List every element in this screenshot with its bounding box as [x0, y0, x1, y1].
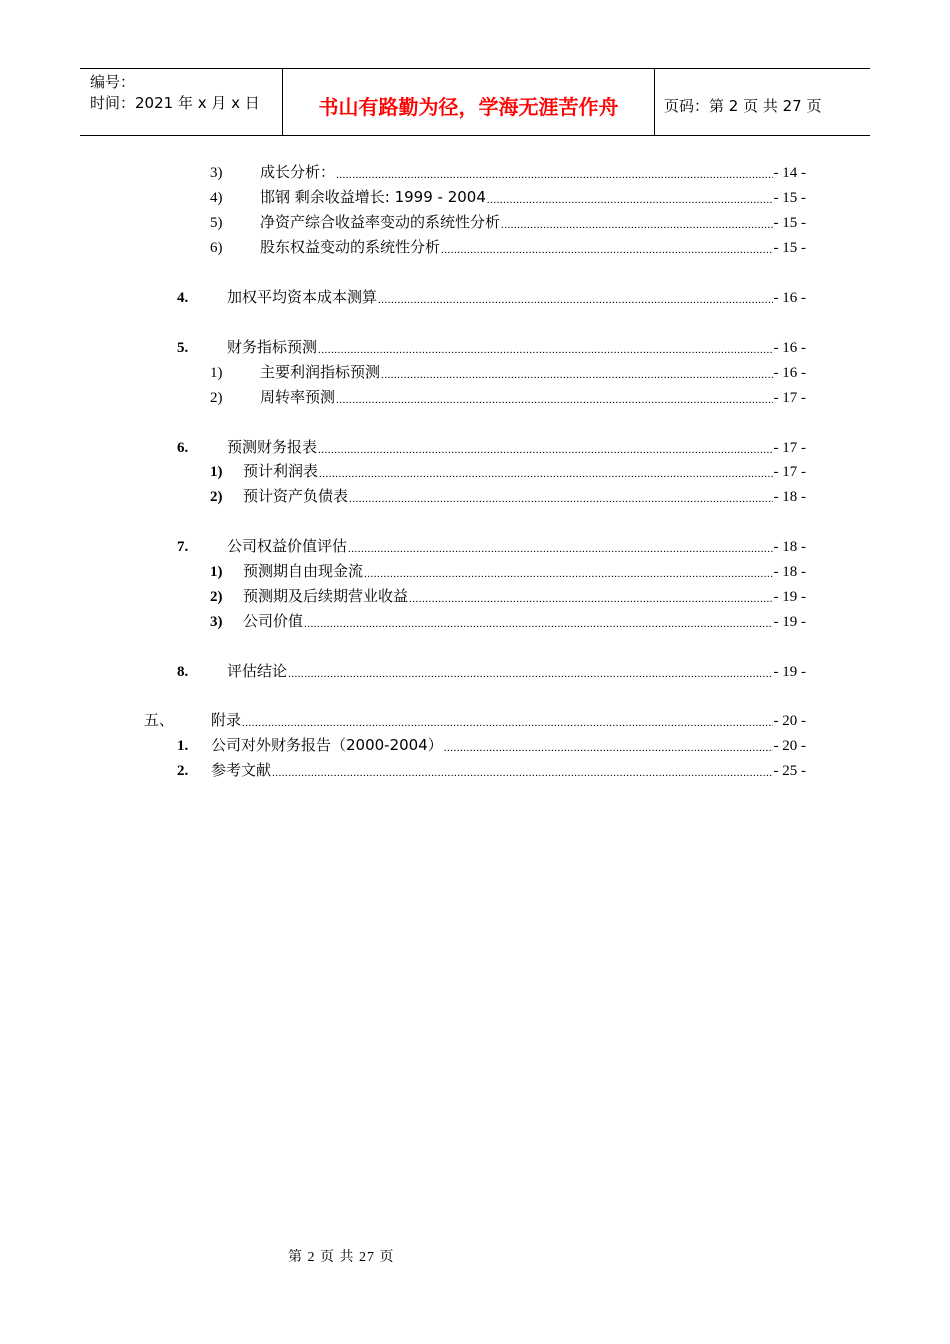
toc-entry[interactable]	[177, 285, 806, 307]
header-motto: 书山有路勤为径，学海无涯苦作舟	[282, 69, 655, 135]
toc-entry[interactable]	[210, 385, 806, 407]
toc-entry[interactable]	[210, 160, 806, 182]
toc-entry-number: 1)	[210, 365, 223, 381]
toc-entry-page: - 16 -	[773, 290, 806, 306]
toc-entry-title: 预测财务报表	[227, 438, 318, 456]
toc-entry-title: 邯钢 剩余收益增长: 1999 - 2004	[260, 188, 486, 206]
toc-entry-title: 公司对外财务报告（2000-2004）	[211, 736, 443, 754]
toc-entry-page: - 14 -	[773, 165, 806, 181]
toc-entry-page: - 19 -	[773, 614, 806, 630]
toc-entry-number: 1.	[177, 738, 189, 754]
toc-entry-number: 3)	[210, 614, 223, 630]
toc-entry-title: 净资产综合收益率变动的系统性分析	[260, 213, 501, 231]
toc-entry-number: 5)	[210, 215, 223, 231]
toc-dot-leader	[364, 567, 772, 581]
toc-entry-page: - 15 -	[773, 215, 806, 231]
toc-entry[interactable]	[177, 335, 806, 357]
toc-entry-number: 4)	[210, 190, 223, 206]
toc-entry-title: 预计资产负债表	[243, 487, 349, 505]
toc-entry[interactable]	[144, 708, 806, 730]
toc-entry-number: 8.	[177, 664, 189, 680]
toc-entry[interactable]	[177, 435, 806, 457]
toc-dot-leader	[378, 293, 772, 307]
header-page-info: 页码：第 2 页 共 27 页	[664, 96, 822, 115]
toc-dot-leader	[501, 218, 772, 232]
toc-entry-page: - 19 -	[773, 664, 806, 680]
toc-entry-number: 2.	[177, 763, 189, 779]
toc-entry-number: 2)	[210, 390, 223, 406]
toc-entry-number: 3)	[210, 165, 223, 181]
toc-entry-number: 6)	[210, 240, 223, 256]
toc-entry-title: 预测期及后续期营业收益	[243, 587, 409, 605]
toc-entry-page: - 16 -	[773, 340, 806, 356]
toc-entry-page: - 17 -	[773, 390, 806, 406]
toc-entry-title: 主要利润指标预测	[260, 363, 381, 381]
toc-entry[interactable]	[210, 459, 806, 481]
toc-entry[interactable]	[210, 484, 806, 506]
toc-dot-leader	[381, 368, 772, 382]
toc-entry-page: - 18 -	[773, 489, 806, 505]
toc-entry-page: - 15 -	[773, 190, 806, 206]
toc-entry[interactable]	[177, 659, 806, 681]
toc-entry-number: 4.	[177, 290, 189, 306]
toc-entry[interactable]	[177, 758, 806, 780]
toc-entry-title: 加权平均资本成本测算	[227, 288, 378, 306]
toc-dot-leader	[441, 243, 772, 257]
toc-entry[interactable]	[177, 733, 806, 755]
toc-dot-leader	[318, 443, 772, 457]
toc-entry[interactable]	[210, 360, 806, 382]
toc-entry-title: 财务指标预测	[227, 338, 318, 356]
toc-dot-leader	[319, 467, 772, 481]
toc-entry-page: - 16 -	[773, 365, 806, 381]
toc-dot-leader	[487, 193, 773, 207]
toc-entry-page: - 20 -	[773, 738, 806, 754]
toc-entry-number: 7.	[177, 539, 189, 555]
header-number-label: 编号：	[90, 73, 136, 91]
toc-entry-page: - 17 -	[773, 440, 806, 456]
toc-dot-leader	[348, 542, 772, 556]
toc-dot-leader	[349, 492, 772, 506]
toc-dot-leader	[242, 716, 772, 730]
toc-entry[interactable]	[177, 534, 806, 556]
toc-entry-number: 6.	[177, 440, 189, 456]
toc-entry-title: 预测期自由现金流	[243, 562, 364, 580]
toc-dot-leader	[318, 343, 772, 357]
toc-entry-title: 参考文献	[211, 761, 272, 779]
toc-dot-leader	[272, 766, 772, 780]
toc-entry[interactable]	[210, 609, 806, 631]
toc-dot-leader	[336, 168, 772, 182]
toc-entry[interactable]	[210, 185, 806, 207]
toc-dot-leader	[444, 741, 773, 755]
toc-entry-page: - 15 -	[773, 240, 806, 256]
toc-entry-page: - 17 -	[773, 464, 806, 480]
toc-dot-leader	[336, 393, 772, 407]
toc-dot-leader	[304, 617, 772, 631]
toc-entry-page: - 18 -	[773, 564, 806, 580]
toc-entry-title: 附录	[211, 711, 242, 729]
toc-entry[interactable]	[210, 559, 806, 581]
toc-entry-number: 五、	[144, 713, 175, 729]
toc-dot-leader	[409, 592, 772, 606]
toc-entry-number: 1)	[210, 564, 223, 580]
toc-entry-title: 公司权益价值评估	[227, 537, 348, 555]
page-footer: 第 2 页 共 27 页	[288, 1250, 395, 1265]
toc-entry-page: - 20 -	[773, 713, 806, 729]
toc-entry-number: 2)	[210, 589, 223, 605]
toc-entry-title: 公司价值	[243, 612, 304, 630]
toc-entry-title: 评估结论	[227, 662, 288, 680]
toc-entry[interactable]	[210, 584, 806, 606]
toc-entry-page: - 18 -	[773, 539, 806, 555]
toc-entry-number: 5.	[177, 340, 189, 356]
toc-entry-title: 成长分析：	[260, 163, 336, 181]
toc-entry-page: - 25 -	[773, 763, 806, 779]
toc-entry-page: - 19 -	[773, 589, 806, 605]
toc-dot-leader	[288, 667, 772, 681]
toc-entry-title: 预计利润表	[243, 462, 319, 480]
toc-entry-number: 2)	[210, 489, 223, 505]
toc-entry-title: 周转率预测	[260, 388, 336, 406]
toc-entry[interactable]	[210, 210, 806, 232]
toc-entry-title: 股东权益变动的系统性分析	[260, 238, 441, 256]
toc-entry[interactable]	[210, 235, 806, 257]
toc-entry-number: 1)	[210, 464, 223, 480]
header-time-label: 时间：2021 年 x 月 x 日	[90, 94, 260, 112]
